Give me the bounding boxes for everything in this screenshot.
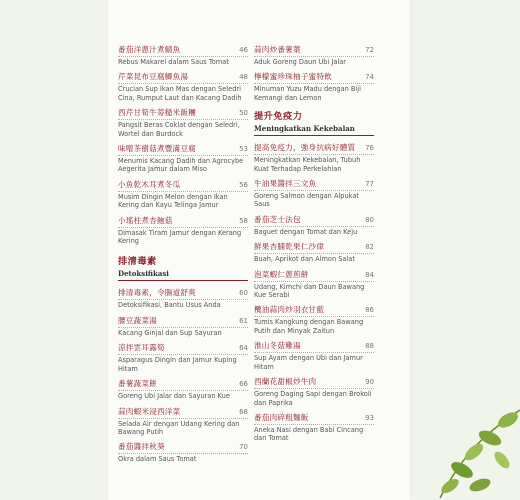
toc-entry-head <box>254 304 374 315</box>
toc-entry-head <box>118 315 248 326</box>
toc-entry <box>254 142 374 173</box>
toc-entry-head <box>254 178 374 189</box>
right-column <box>254 44 374 448</box>
recipe-title-zh: 牛油果醬拌三文魚 <box>254 179 317 189</box>
recipe-title-zh: 西芹甘筍牛蒡糙米飯糰 <box>118 108 196 118</box>
left-section-list <box>118 287 248 463</box>
recipe-title-zh: 檸檬蜜珍珠柚子蜜特飲 <box>254 72 332 82</box>
recipe-title-ms: Aduk Goreng Daun Ubi Jalar <box>254 56 374 66</box>
recipe-title-ms: Menumis Kacang Dadih dan Agrocybe Aegerita Jamur dalam Miso <box>118 155 248 174</box>
recipe-title-ms: Udang, Kimchi dan Daun Bawang Kue Serabi <box>254 281 374 300</box>
page-number: 66 <box>239 380 248 389</box>
right-section-list <box>254 142 374 443</box>
recipe-title-ms: Rebus Makarel dalam Saus Tomat <box>118 56 248 66</box>
recipe-title-zh: 西蘭花甜椒炒牛肉 <box>254 377 317 387</box>
page-number: 74 <box>365 73 374 82</box>
recipe-title-zh: 蒜肉炒番薯葉 <box>254 45 301 54</box>
recipe-title-zh: 泡菜蝦仁蔥煎餅 <box>254 269 309 279</box>
toc-entry <box>254 214 374 236</box>
recipe-title-zh: 番茄肉碎粗麵飯 <box>254 412 309 422</box>
recipe-title-ms: Minuman Yuzu Madu dengan Biji Kemangi dan Lemon <box>254 83 374 102</box>
page-number: 70 <box>239 443 248 452</box>
recipe-title-ms: Tumis Kangkung dengan Bawang Putih dan Minyak Zaitun <box>254 316 374 335</box>
toc-entry <box>254 241 374 263</box>
recipe-title-ms: Crucian Sup Ikan Mas dengan Seledri Cina, Rumput Laut dan Kacang Dadih <box>118 83 248 102</box>
toc-entry-head <box>254 376 374 387</box>
toc-entry-head <box>118 406 248 417</box>
toc-entry <box>118 378 248 400</box>
page-number: 61 <box>239 316 248 325</box>
section-title-zh: 排清毒素 <box>118 256 157 268</box>
page-number: 88 <box>365 342 374 351</box>
contents-page <box>108 0 410 500</box>
left-margin-background <box>0 0 108 500</box>
toc-entry-head <box>254 214 374 225</box>
toc-entry-head <box>254 340 374 351</box>
toc-entry-head <box>118 378 248 389</box>
recipe-title-zh: 味噌茶樹菇煮豐滿豆腐 <box>118 144 196 154</box>
toc-entry-head <box>118 287 248 298</box>
recipe-title-zh: 淮山冬菇雞湯 <box>254 341 301 351</box>
recipe-title-ms: Kacang Ginjal dan Sup Sayuran <box>118 327 248 337</box>
toc-entry <box>118 44 248 66</box>
recipe-title-zh: 番茄芝士法包 <box>254 214 301 224</box>
toc-entry-head <box>118 71 248 82</box>
recipe-title-zh: 鮮果杏脯乾果仁沙律 <box>254 242 325 252</box>
recipe-title-ms: Aneka Nasi dengan Babi Cincang dan Tomat <box>254 424 374 443</box>
page-number: 56 <box>239 180 248 189</box>
toc-entry-head <box>254 71 374 82</box>
toc-entry <box>118 71 248 102</box>
toc-entry <box>254 412 374 443</box>
recipe-title-zh: 涼拌雲耳露筍 <box>118 343 165 353</box>
recipe-title-zh: 番茄醬拌秋葵 <box>118 442 165 452</box>
toc-entry-head <box>254 44 374 55</box>
recipe-title-ms: Goreng Ubi Jalar dan Sayuran Kue <box>118 390 248 400</box>
toc-entry <box>118 406 248 437</box>
page-number: 50 <box>239 109 248 118</box>
page-number: 82 <box>365 243 374 252</box>
page-number: 68 <box>239 407 248 416</box>
page-number: 84 <box>365 270 374 279</box>
toc-entry <box>254 71 374 102</box>
page-number: 77 <box>365 180 374 189</box>
toc-entry <box>118 287 248 309</box>
toc-entry <box>254 178 374 209</box>
toc-entry <box>254 304 374 335</box>
recipe-title-ms: Asparagus Dingin dan Jamur Kuping Hitam <box>118 354 248 373</box>
left-top-list <box>118 44 248 245</box>
toc-entry-head <box>118 107 248 118</box>
page-number: 48 <box>239 73 248 82</box>
recipe-title-zh: 排清毒素，令腸道舒爽 <box>118 288 196 298</box>
toc-entry <box>118 441 248 463</box>
recipe-title-ms: Sup Ayam dengan Ubi dan Jamur Hitam <box>254 352 374 371</box>
page-number: 80 <box>365 215 374 224</box>
page-number: 46 <box>239 46 248 54</box>
toc-entry <box>118 107 248 138</box>
toc-entry <box>254 44 374 66</box>
toc-entry-head <box>118 179 248 190</box>
toc-entry-head <box>118 342 248 353</box>
toc-entry-head <box>254 142 374 153</box>
recipe-title-zh: 蒜肉蝦米浸西洋菜 <box>118 406 181 416</box>
toc-entry <box>118 215 248 246</box>
page-number: 60 <box>239 289 248 298</box>
recipe-title-ms: Okra dalam Saus Tomat <box>118 453 248 463</box>
toc-entry <box>118 342 248 373</box>
toc-entry-head <box>118 441 248 452</box>
recipe-title-zh: 番薯蔬菜餅 <box>118 379 157 389</box>
recipe-title-zh: 小瑤柱煮杏鮑菇 <box>118 215 173 225</box>
page-number: 90 <box>365 378 374 387</box>
toc-entry <box>254 269 374 300</box>
recipe-title-zh: 腰豆蔬菜湯 <box>118 315 157 325</box>
toc-entry-head <box>118 143 248 154</box>
section-header-immunity <box>254 108 374 136</box>
section-title-ms: Detoksifikasi <box>118 269 248 281</box>
recipe-title-ms: Buah, Aprikot dan Almon Salat <box>254 253 374 263</box>
toc-entry-head <box>254 241 374 252</box>
section-title-ms: Meningkatkan Kekebalan <box>254 124 374 136</box>
recipe-title-zh: 芹菜昆布豆腐鯽魚湯 <box>118 72 189 82</box>
page-number: 76 <box>365 144 374 153</box>
section-title-zh: 提升免疫力 <box>254 111 303 123</box>
section-header-detox <box>118 253 248 281</box>
toc-entry-head <box>118 215 248 226</box>
recipe-title-ms: Detoksifikasi, Bantu Usus Anda <box>118 299 248 309</box>
toc-entry <box>118 179 248 210</box>
toc-entry <box>118 315 248 337</box>
page-number: 58 <box>239 216 248 225</box>
recipe-title-ms: Goreng Daging Sapi dengan Brokoli dan Paprika <box>254 388 374 407</box>
toc-entry-head <box>254 412 374 423</box>
recipe-title-ms: Pangsit Beras Coklat dengan Seledri, Wortel dan Burdock <box>118 119 248 138</box>
page-number: 72 <box>365 46 374 54</box>
toc-entry <box>254 340 374 371</box>
recipe-title-zh: 小魚乾木耳煮冬瓜 <box>118 179 181 189</box>
page-number: 53 <box>239 145 248 154</box>
toc-entry-head <box>254 269 374 280</box>
recipe-title-ms: Goreng Salmon dengan Alpukat Saus <box>254 190 374 209</box>
leaf-branch-icon <box>370 390 520 500</box>
recipe-title-ms: Musim Dingin Melon dengan Ikan Kering dan Kayu Telinga Jamur <box>118 191 248 210</box>
recipe-title-ms: Selada Air dengan Udang Kering dan Bawang Putih <box>118 418 248 437</box>
toc-entry-head <box>118 44 248 55</box>
toc-entry <box>254 376 374 407</box>
recipe-title-zh: 提高免疫力，強身抗病好體質 <box>254 143 356 153</box>
page-number: 86 <box>365 306 374 315</box>
recipe-title-ms: Baguet dengan Tomat dan Keju <box>254 226 374 236</box>
recipe-title-ms: Meningkatkan Kekebalan, Tubuh Kuat Terhadap Perkelahian <box>254 154 374 173</box>
recipe-title-zh: 欖油蒜肉炒羽衣甘藍 <box>254 305 325 315</box>
toc-entry <box>118 143 248 174</box>
recipe-title-zh: 番茄洋蔥汁煮鯖魚 <box>118 45 181 54</box>
page-number: 93 <box>365 413 374 422</box>
recipe-title-ms: Dimasak Tiram Jamur dengan Kerang Kering <box>118 227 248 246</box>
right-top-list <box>254 44 374 102</box>
page-number: 64 <box>239 344 248 353</box>
left-column <box>118 44 248 469</box>
